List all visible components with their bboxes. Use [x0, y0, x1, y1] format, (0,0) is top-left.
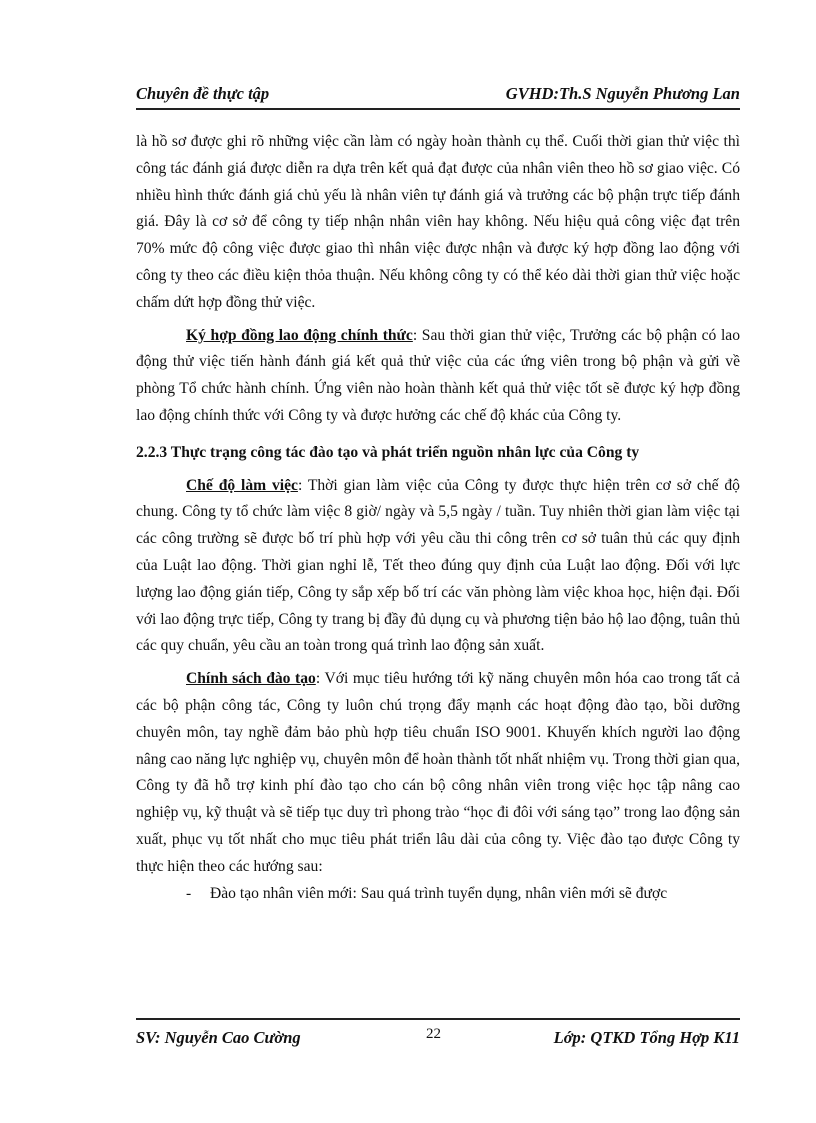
page-footer: [136, 1018, 740, 1050]
term-official-contract: Ký hợp đồng lao động chính thức: [186, 326, 413, 344]
paragraph-official-contract: [136, 323, 740, 430]
header-report-title: Chuyên đề thực tập: [136, 84, 270, 103]
term-training-policy: Chính sách đào tạo: [186, 670, 316, 688]
paragraph-official-contract-text: : Sau thời gian thử việc, Trưởng các bộ phận có lao động thử việc tiến hành đánh giá kết quả thử việc của các ứng viên trong bộ phận và gửi về phòng Tổ chức hành chính. Ứng viên nào hoàn thành kết quả thử việc tốt sẽ được ký hợp đồng lao động chính thức với Công ty và được hưởng các chế độ khác của Công ty.: [136, 326, 741, 424]
paragraph-probation-evaluation: là hồ sơ được ghi rõ những việc cần làm có ngày hoàn thành cụ thể. Cuối thời gian thử việc thì công tác đánh giá được diễn ra dựa trên kết quả đạt được của nhân viên theo hồ sơ giao việc. Có nhiều hình thức đánh giá chủ yếu là nhân viên tự đánh giá và trưởng các bộ phận trực tiếp đánh giá. Đây là cơ sở để công ty tiếp nhận nhân viên hay không. Nếu hiệu quả công việc đạt trên 70% mức độ công việc được giao thì nhân việc được nhận và được ký hợp đồng lao động với công ty theo các điều kiện thỏa thuận. Nếu không công ty có thể kéo dài thời gian thử việc hoặc chấm dứt hợp đồng thử việc.: [136, 133, 740, 311]
bullet-dash: -: [186, 884, 192, 902]
paragraph-working-regime: [136, 473, 740, 661]
header-supervisor: GVHD:Th.S Nguyễn Phương Lan: [505, 84, 740, 103]
page-number: 22: [426, 1026, 441, 1042]
footer-student: SV: Nguyễn Cao Cường: [136, 1028, 301, 1047]
paragraph-working-regime-text: : Thời gian làm việc của Công ty được thực hiện trên cơ sở chế độ chung. Công ty tổ chức làm việc 8 giờ/ ngày và 5,5 ngày / tuần. Tuy nhiên thời gian làm việc tại các công trường sẽ được bố trí phù hợp với yêu cầu thi công trên cơ sở tuân thủ các quy định của Luật lao động. Thời gian nghỉ lễ, Tết theo đúng quy định của Luật lao động. Đối với lực lượng lao động gián tiếp, Công ty sắp xếp bố trí các văn phòng làm việc khoa học, hiện đại. Đối với lao động trực tiếp, Công ty trang bị đầy đủ dụng cụ và phương tiện bảo hộ lao động, tuân thủ các quy chuẩn, yêu cầu an toàn trong quá trình lao động sản xuất.: [136, 476, 740, 655]
document-body: [136, 129, 740, 907]
paragraph-training-policy: [136, 666, 740, 880]
term-working-regime: Chế độ làm việc: [186, 476, 298, 494]
list-item: [136, 881, 740, 908]
list-item-text: Đào tạo nhân viên mới: Sau quá trình tuyển dụng, nhân viên mới sẽ được: [210, 884, 668, 902]
page-header: [136, 80, 740, 110]
paragraph-training-policy-text: : Với mục tiêu hướng tới kỹ năng chuyên môn hóa cao trong tất cả các bộ phận công tác, Công ty luôn chú trọng đẩy mạnh các hoạt động đào tạo, bồi dưỡng chuyên môn, tay nghề đảm bảo phù hợp tiêu chuẩn ISO 9001. Khuyến khích người lao động nâng cao năng lực nghiệp vụ, chuyên môn để hoàn thành tốt nhất nhiệm vụ. Trong thời gian qua, Công ty đã hỗ trợ kinh phí đào tạo cho cán bộ công nhân viên trong việc học tập nâng cao nghiệp vụ, kỹ thuật và sẽ tiếp tục duy trì phong trào “học đi đôi với sáng tạo” trong lao động sản xuất, phục vụ tốt nhất cho mục tiêu phát triển lâu dài của công ty. Việc đào tạo được Công ty thực hiện theo các hướng sau:: [136, 670, 741, 875]
section-heading: 2.2.3 Thực trạng công tác đào tạo và phát triển nguồn nhân lực của Công ty: [136, 443, 640, 461]
footer-class: Lớp: QTKD Tổng Hợp K11: [553, 1028, 740, 1047]
